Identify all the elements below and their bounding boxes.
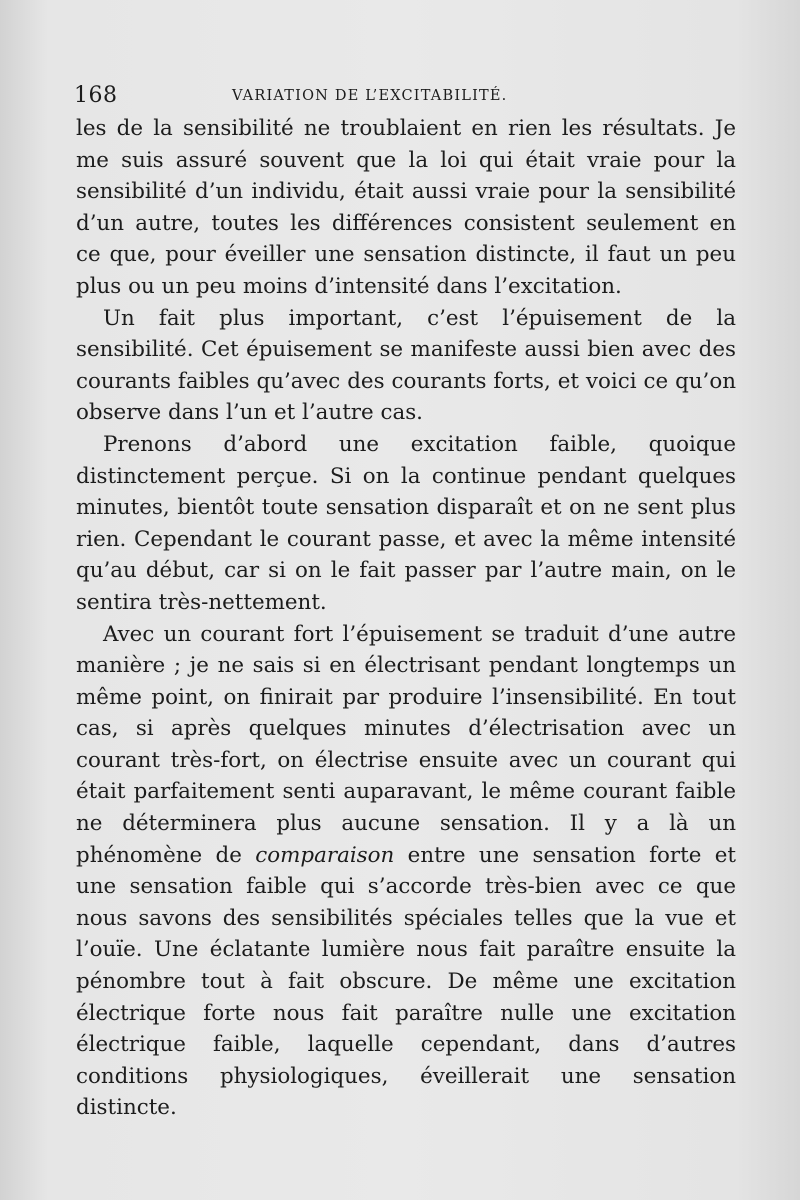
page-header <box>74 83 754 113</box>
paragraph: Un fait plus important, c’est l’épuisement de la sensibilité. Cet épuisement se manifeste aussi bien avec des courants faibles qu’avec des courants forts, et voici ce qu’on observe dans l’un et l’autre cas. <box>76 305 736 426</box>
paragraph: Prenons d’abord une excitation faible, quoique distinctement perçue. Si on la continue pendant quelques minutes, bientôt toute sensation disparaît et on ne sent plus rien. Cependant le courant passe, et avec la même intensité qu’au début, car si on le fait passer par l’autre main, on le sentira très-nettement. <box>76 431 736 615</box>
body-text <box>76 113 736 1124</box>
paragraph-text: entre une sensation forte et une sensation faible qui s’accorde très-bien avec ce que nous savons des sensibilités spéciales telles que la vue et l’ouïe. Une éclatante lumière nous fait paraître ensuite la pénombre tout à fait obscure. De même une excitation électrique forte nous fait paraître nulle une excitation électrique faible, laquelle cependant, dans d’autres conditions physiologiques, éveillerait une sensation distincte. <box>76 842 736 1121</box>
running-head: VARIATION DE L’EXCITABILITÉ. <box>232 88 508 104</box>
paragraph <box>76 619 736 1125</box>
page-number: 168 <box>74 83 118 108</box>
emphasized-word: comparaison <box>255 842 395 868</box>
paragraph-text: Avec un courant fort l’épuisement se traduit d’une autre manière ; je ne sais si en électrisant pendant longtemps un même point, on finirait par produire l’insensibilité. En tout cas, si après quelques minutes d’électrisation avec un courant très-fort, on électrise ensuite avec un courant qui était parfaitement senti auparavant, le même courant faible ne déterminera plus aucune sensation. Il y a là un phénomène de <box>76 621 736 868</box>
paragraph-continued: les de la sensibilité ne troublaient en rien les résultats. Je me suis assuré souvent que la loi qui était vraie pour la sensibilité d’un individu, était aussi vraie pour la sensibilité d’un autre, toutes les différences consistent seulement en ce que, pour éveiller une sensation distincte, il faut un peu plus ou un peu moins d’intensité dans l’excitation. <box>76 116 736 299</box>
